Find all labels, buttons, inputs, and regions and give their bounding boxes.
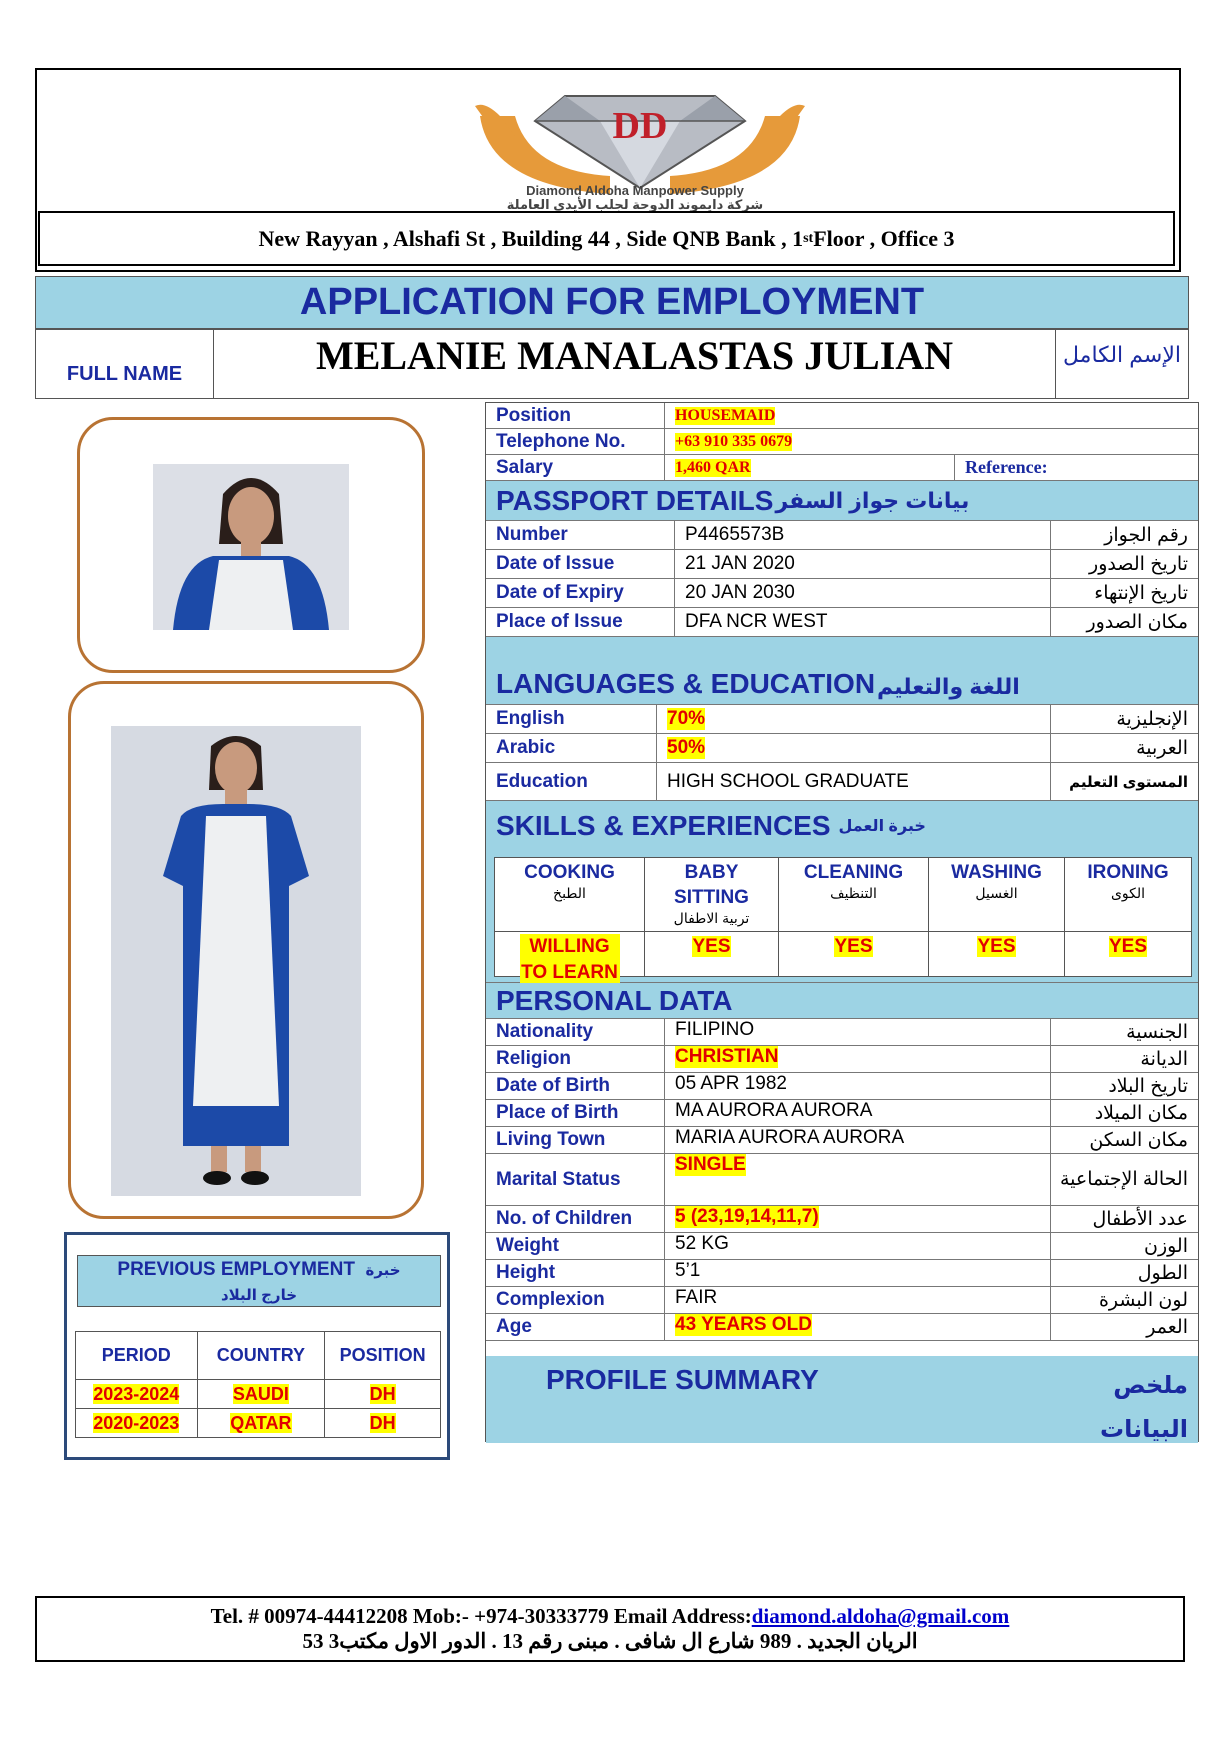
- skill-name-arabic: تربية الاطفال: [673, 910, 750, 926]
- period-value: 2020-2023: [93, 1412, 180, 1433]
- personal-label: Living Town: [496, 1129, 606, 1150]
- telephone-row: [486, 429, 1198, 455]
- personal-row: [486, 1154, 1198, 1206]
- english-arabic: الإنجليزية: [1050, 705, 1198, 733]
- company-address: [38, 211, 1175, 266]
- personal-label: Weight: [496, 1235, 559, 1256]
- period-cell: [76, 1409, 198, 1438]
- skill-name-arabic: التنظيف: [830, 885, 877, 901]
- personal-value-text: FAIR: [675, 1287, 718, 1308]
- personal-arabic: الطول: [1050, 1260, 1198, 1286]
- skill-header: [495, 858, 644, 932]
- table-row: [76, 1409, 441, 1438]
- personal-value: [664, 1206, 1050, 1232]
- personal-label: Complexion: [496, 1289, 605, 1310]
- skill-header: [929, 858, 1064, 932]
- footer-arabic-address: 53 الريان الجديد . 989 شارع ال شافى . مبنى رقم 13 . الدور الاول مكتب3: [302, 1629, 918, 1653]
- education-arabic: المستوى التعليم: [1050, 763, 1198, 800]
- personal-label: Height: [496, 1262, 556, 1283]
- personal-arabic: العمر: [1050, 1314, 1198, 1340]
- skill-value: [495, 934, 644, 986]
- salary-value-text: 1,460 QAR: [675, 458, 751, 476]
- personal-value: [664, 1046, 1050, 1072]
- personal-row: [486, 1019, 1198, 1046]
- education-label: Education: [496, 770, 588, 792]
- personal-value-text: FILIPINO: [675, 1019, 755, 1040]
- company-name-arabic: شركة دايموند الدوحة لجلب الأيدي العاملة: [506, 197, 764, 212]
- skill-name: COOKING: [524, 862, 615, 883]
- skill-name-arabic: الغسيل: [975, 885, 1018, 901]
- personal-label: Place of Birth: [496, 1102, 619, 1123]
- previous-employment-heading-arabic: خبرة: [365, 1262, 401, 1279]
- personal-label: Marital Status: [496, 1168, 621, 1190]
- date-of-expiry-arabic: تاريخ الإنتهاء: [1050, 579, 1198, 607]
- place-of-issue-value: DFA NCR WEST: [674, 608, 1050, 636]
- country-cell: [197, 1380, 325, 1409]
- english-value-text: 70%: [667, 708, 706, 729]
- skill-header: [779, 858, 928, 932]
- passport-number-arabic: رقم الجواز: [1050, 521, 1198, 549]
- footer-phone: Tel. # 00974-44412208 Mob:- +974-30333779 Email Address:: [210, 1604, 752, 1628]
- languages-title: LANGUAGES & EDUCATION: [496, 668, 876, 699]
- personal-value: [664, 1127, 1050, 1153]
- skills-title-arabic: خبرة العمل: [838, 818, 926, 835]
- previous-employment-box: [64, 1232, 450, 1460]
- language-row: [486, 763, 1198, 801]
- passport-row: [486, 550, 1198, 579]
- personal-value: [664, 1314, 1050, 1340]
- personal-value: [664, 1233, 1050, 1259]
- photo-frame-portrait: [77, 417, 425, 673]
- skill-value: [1065, 934, 1191, 960]
- personal-label: Age: [496, 1316, 532, 1337]
- profile-summary-ar-1: ملخص: [1113, 1372, 1188, 1399]
- salary-label: Salary: [496, 456, 554, 478]
- application-details: [485, 402, 1199, 1442]
- english-value: [656, 705, 1050, 733]
- country-value: QATAR: [230, 1412, 292, 1433]
- personal-title: PERSONAL DATA: [496, 984, 733, 1016]
- personal-value-text: MARIA AURORA AURORA: [675, 1127, 905, 1148]
- personal-value-text: 05 APR 1982: [675, 1073, 787, 1094]
- personal-arabic: الوزن: [1050, 1233, 1198, 1259]
- personal-arabic: الحالة الإجتماعية: [1050, 1154, 1198, 1205]
- telephone-value: [664, 429, 1198, 454]
- footer: [35, 1596, 1185, 1662]
- date-of-expiry-value: 20 JAN 2030: [674, 579, 1050, 607]
- position-value: DH: [369, 1383, 396, 1404]
- personal-row: [486, 1046, 1198, 1073]
- salary-row: [486, 455, 1198, 481]
- personal-value: [664, 1019, 1050, 1045]
- personal-row: [486, 1100, 1198, 1127]
- skill-name-arabic: الكوى: [1110, 885, 1146, 901]
- telephone-label: Telephone No.: [496, 430, 626, 452]
- personal-arabic: مكان السكن: [1050, 1127, 1198, 1153]
- passport-number-label: Number: [496, 524, 568, 545]
- personal-row: [486, 1314, 1198, 1341]
- personal-label: Date of Birth: [496, 1075, 610, 1096]
- position-value: [664, 403, 1198, 428]
- date-of-issue-value: 21 JAN 2020: [674, 550, 1050, 578]
- col-period: PERIOD: [76, 1332, 198, 1380]
- personal-row: [486, 1127, 1198, 1154]
- footer-contact: [37, 1598, 1183, 1629]
- date-of-expiry-label: Date of Expiry: [496, 582, 624, 603]
- personal-value-text: 5’1: [675, 1260, 701, 1281]
- personal-value-text: 43 YEARS OLD: [675, 1314, 812, 1335]
- skills-title: SKILLS & EXPERIENCES: [496, 810, 831, 841]
- profile-summary-ar-2: البيانات: [1100, 1416, 1188, 1443]
- personal-arabic: الديانة: [1050, 1046, 1198, 1072]
- skills-table: [494, 857, 1192, 983]
- col-country: COUNTRY: [197, 1332, 325, 1380]
- personal-value: [664, 1287, 1050, 1313]
- skill-value: [645, 934, 778, 960]
- skill-baby-sitting: [645, 858, 779, 976]
- previous-employment-heading: PREVIOUS EMPLOYMENT: [117, 1259, 355, 1280]
- skill-cooking: [495, 858, 645, 983]
- language-row: [486, 734, 1198, 763]
- personal-row: [486, 1233, 1198, 1260]
- position-cell: [325, 1409, 441, 1438]
- position-row: [486, 403, 1198, 429]
- date-of-issue-label: Date of Issue: [496, 553, 615, 574]
- skill-name: WASHING: [951, 862, 1042, 883]
- personal-section-title: [486, 983, 1198, 1019]
- personal-label: No. of Children: [496, 1208, 633, 1229]
- passport-title-arabic: بيانات جواز السفر: [775, 487, 970, 513]
- personal-arabic: لون البشرة: [1050, 1287, 1198, 1313]
- passport-row: [486, 608, 1198, 637]
- personal-arabic: عدد الأطفال: [1050, 1206, 1198, 1232]
- personal-value-text: MA AURORA AURORA: [675, 1100, 873, 1121]
- skills-grid: [486, 851, 1198, 983]
- photo-frame-full-body: [68, 681, 424, 1219]
- personal-row: [486, 1206, 1198, 1233]
- place-of-issue-label: Place of Issue: [496, 611, 623, 632]
- personal-arabic: تاريخ البلاد: [1050, 1073, 1198, 1099]
- position-value: DH: [369, 1412, 396, 1433]
- address-superscript: st: [803, 230, 814, 246]
- passport-row: [486, 521, 1198, 550]
- col-position: POSITION: [325, 1332, 441, 1380]
- skill-cleaning: [779, 858, 929, 976]
- personal-value-text: 5 (23,19,14,11,7): [675, 1206, 819, 1227]
- position-value-text: HOUSEMAID: [675, 406, 776, 424]
- skill-name-arabic: الطبخ: [553, 885, 586, 901]
- skill-value-text: YES: [834, 936, 873, 957]
- skill-value: [779, 934, 928, 960]
- full-name-row: [35, 329, 1189, 399]
- passport-row: [486, 579, 1198, 608]
- education-value: HIGH SCHOOL GRADUATE: [656, 763, 1050, 800]
- english-label: English: [496, 708, 565, 729]
- position-label: Position: [496, 404, 571, 426]
- previous-employment-subheading-arabic: خارج البلاد: [220, 1287, 298, 1304]
- date-of-issue-arabic: تاريخ الصدور: [1050, 550, 1198, 578]
- personal-row: [486, 1073, 1198, 1100]
- language-row: [486, 705, 1198, 734]
- portrait-photo: [153, 464, 349, 630]
- full-body-photo: [111, 726, 361, 1196]
- personal-value: [664, 1100, 1050, 1126]
- period-value: 2023-2024: [93, 1383, 180, 1404]
- previous-employment-table: [75, 1331, 441, 1438]
- personal-arabic: مكان الميلاد: [1050, 1100, 1198, 1126]
- arabic-value-text: 50%: [667, 737, 706, 758]
- profile-summary-title: PROFILE SUMMARY: [546, 1364, 819, 1395]
- personal-value: [664, 1260, 1050, 1286]
- position-cell: [325, 1380, 441, 1409]
- full-name-arabic-label: الإسم الكامل: [1063, 342, 1181, 367]
- logo-letters: DD: [612, 105, 668, 147]
- profile-summary-title-arabic: [1100, 1364, 1188, 1452]
- period-cell: [76, 1380, 198, 1409]
- address-text: New Rayyan , Alshafi St , Building 44 , Side QNB Bank , 1: [258, 225, 804, 251]
- skill-value-text: YES: [1108, 936, 1148, 957]
- place-of-issue-arabic: مكان الصدور: [1050, 608, 1198, 636]
- skill-value-text: YES: [977, 936, 1016, 957]
- skill-header: [1065, 858, 1191, 932]
- skill-ironing: [1065, 858, 1191, 976]
- personal-row: [486, 1260, 1198, 1287]
- table-row: [76, 1380, 441, 1409]
- passport-number-value: P4465573B: [674, 521, 1050, 549]
- skill-value-text: YES: [692, 936, 731, 957]
- skill-value: [929, 934, 1064, 960]
- personal-label: Nationality: [496, 1021, 594, 1042]
- page-title: APPLICATION FOR EMPLOYMENT: [35, 276, 1189, 329]
- skill-name: BABY SITTING: [674, 862, 749, 908]
- telephone-value-text: +63 910 335 0679: [675, 432, 793, 450]
- personal-row: [486, 1287, 1198, 1314]
- full-name-label: FULL NAME: [36, 330, 214, 398]
- country-cell: [197, 1409, 325, 1438]
- skill-name: CLEANING: [803, 862, 904, 883]
- personal-arabic: الجنسية: [1050, 1019, 1198, 1045]
- footer-email-link[interactable]: diamond.aldoha@gmail.com: [751, 1604, 1010, 1628]
- skill-value-text: WILLING TO LEARN: [520, 934, 620, 986]
- personal-value-text: SINGLE: [675, 1154, 746, 1175]
- address-text-end: Floor , Office 3: [813, 225, 955, 251]
- arabic-value: [656, 734, 1050, 762]
- salary-value: [664, 455, 954, 480]
- skill-washing: [929, 858, 1065, 976]
- reference-label: Reference:: [954, 455, 1198, 480]
- profile-summary-section: [486, 1356, 1198, 1443]
- languages-title-arabic: اللغة والتعليم: [877, 674, 1020, 699]
- full-name-value: MELANIE MANALASTAS JULIAN: [214, 330, 1056, 398]
- languages-section-title: [486, 637, 1198, 705]
- personal-value: [664, 1154, 1050, 1205]
- skill-name: IRONING: [1087, 862, 1169, 883]
- skills-section-title: [486, 801, 1198, 851]
- personal-value-text: 52 KG: [675, 1233, 729, 1254]
- company-name: Diamond Aldoha Manpower Supply: [526, 183, 744, 198]
- personal-value-text: CHRISTIAN: [675, 1046, 779, 1067]
- passport-title: PASSPORT DETAILS: [496, 484, 774, 516]
- arabic-label: Arabic: [496, 737, 556, 758]
- arabic-arabic: العربية: [1050, 734, 1198, 762]
- previous-employment-title: [77, 1255, 441, 1307]
- personal-value: [664, 1073, 1050, 1099]
- skill-header: [645, 858, 778, 932]
- country-value: SAUDI: [232, 1383, 289, 1404]
- passport-section-title: [486, 481, 1198, 521]
- personal-label: Religion: [496, 1048, 571, 1069]
